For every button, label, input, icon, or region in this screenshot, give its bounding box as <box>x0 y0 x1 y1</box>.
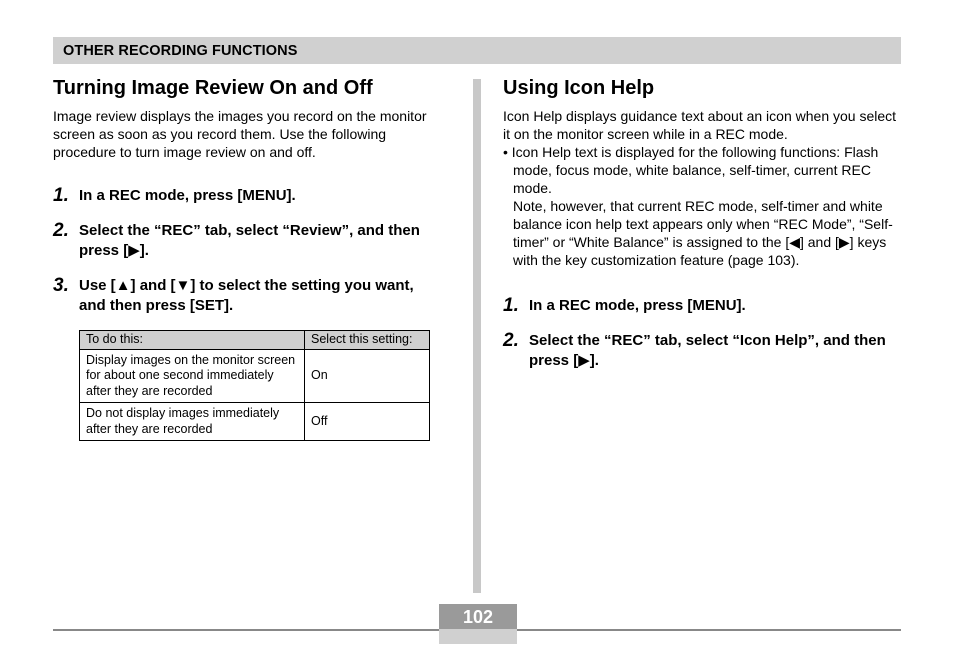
step-number: 1. <box>53 185 69 206</box>
left-step-2 <box>53 221 438 261</box>
left-step-1 <box>53 186 438 206</box>
left-column <box>53 76 438 441</box>
step-text: Use [▲] and [▼] to select the setting you want, and then press [SET]. <box>79 277 414 314</box>
table-cell: Off <box>305 403 430 441</box>
right-intro: Icon Help displays guidance text about an icon when you select it on the monitor screen while in a REC mode. <box>503 108 897 142</box>
section-header-bar <box>53 37 901 64</box>
table-header-cell: To do this: <box>80 331 305 350</box>
step-number: 3. <box>53 275 69 296</box>
page-number: 102 <box>439 604 517 629</box>
right-heading: Using Icon Help <box>503 77 655 99</box>
table-row <box>80 403 430 441</box>
step-text: In a REC mode, press [MENU]. <box>79 187 296 204</box>
step-number: 2. <box>503 330 519 351</box>
table-cell: On <box>305 349 430 403</box>
table-cell: Do not display images immediately after they are recorded <box>80 403 305 441</box>
table-row <box>80 349 430 403</box>
step-text: Select the “REC” tab, select “Review”, and then press [▶]. <box>79 222 420 259</box>
step-number: 1. <box>503 295 519 316</box>
step-text: In a REC mode, press [MENU]. <box>529 297 746 314</box>
section-title: OTHER RECORDING FUNCTIONS <box>63 43 298 59</box>
left-step-3 <box>53 276 438 316</box>
table-header-cell: Select this setting: <box>305 331 430 350</box>
step-number: 2. <box>53 220 69 241</box>
right-note: Note, however, that current REC mode, self-timer and white balance icon help text appears only when “REC Mode”, “Self-timer” or “White Balance” is assigned to the [◀] and [▶] keys with the key customization feature (page 103). <box>513 198 893 268</box>
step-text: Select the “REC” tab, select “Icon Help”, and then press [▶]. <box>529 332 886 369</box>
right-column <box>503 76 905 371</box>
review-settings-table <box>79 330 430 441</box>
left-heading: Turning Image Review On and Off <box>53 77 373 99</box>
page-number-box <box>439 604 517 644</box>
table-cell: Display images on the monitor screen for about one second immediately after they are recorded <box>80 349 305 403</box>
right-step-1 <box>503 296 905 316</box>
table-header-row <box>80 331 430 350</box>
left-intro: Image review displays the images you record on the monitor screen as soon as you record them. Use the following procedure to turn image review on and off. <box>53 108 427 160</box>
right-step-2 <box>503 331 905 371</box>
column-divider <box>473 79 481 593</box>
right-bullet: • Icon Help text is displayed for the following functions: Flash mode, focus mode, white balance, self-timer, current REC mode. <box>503 144 879 196</box>
